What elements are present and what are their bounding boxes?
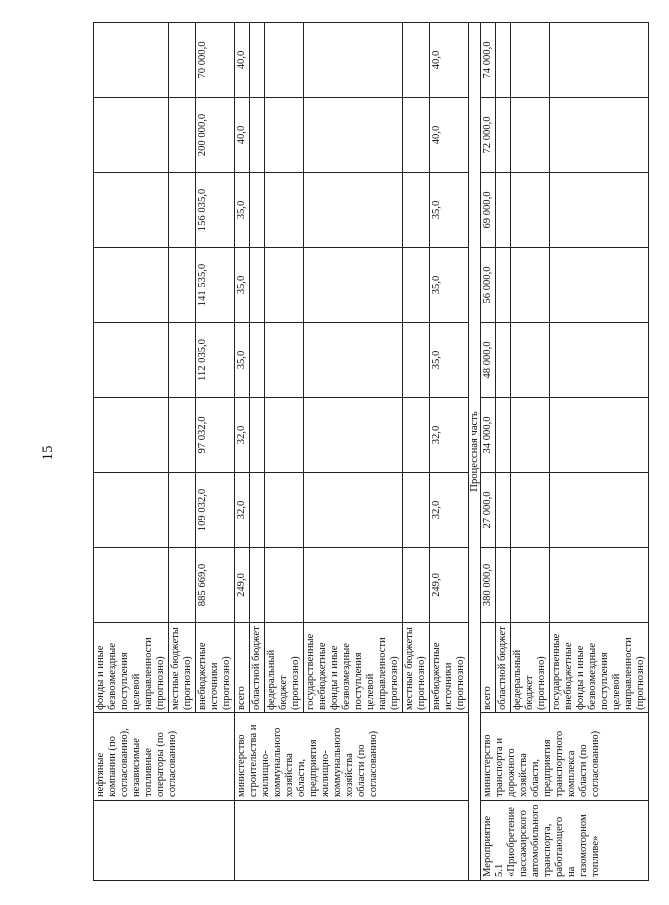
value-cell: [403, 23, 430, 98]
value-cell: [304, 173, 403, 248]
value-cell: [265, 398, 304, 473]
value-cell: [169, 248, 196, 323]
rotated-table-container: [93, 23, 669, 881]
value-cell: [94, 323, 169, 398]
funding-source-cell: внебюджетные источники (прогнозно): [430, 623, 469, 713]
value-cell: [403, 548, 430, 623]
value-cell: [250, 173, 265, 248]
value-cell: [496, 398, 511, 473]
value-cell: 35,0: [430, 173, 469, 248]
value-cell: [550, 248, 649, 323]
value-cell: [304, 248, 403, 323]
value-cell: [94, 98, 169, 173]
value-cell: [265, 248, 304, 323]
funding-source-cell: местные бюджеты (прогнозно): [169, 623, 196, 713]
value-cell: [304, 323, 403, 398]
value-cell: 40,0: [235, 98, 250, 173]
value-cell: [550, 323, 649, 398]
event-cell: [235, 801, 469, 881]
value-cell: [169, 398, 196, 473]
funding-source-cell: фонды и иные безвозмездные поступления целевой направленности (прогнозно): [94, 623, 169, 713]
value-cell: [304, 23, 403, 98]
value-cell: [250, 398, 265, 473]
value-cell: 56 000,0: [481, 248, 496, 323]
value-cell: [169, 323, 196, 398]
value-cell: 32,0: [430, 473, 469, 548]
value-cell: [265, 173, 304, 248]
value-cell: [403, 173, 430, 248]
funding-source-cell: государственные внебюджетные фонды и иные безвозмездные поступления целевой направленности (прогнозно): [304, 623, 403, 713]
value-cell: [250, 98, 265, 173]
table-row: [235, 23, 250, 881]
funding-source-cell: всего: [481, 623, 496, 713]
value-cell: [250, 23, 265, 98]
value-cell: [304, 398, 403, 473]
table-body: [94, 23, 649, 881]
value-cell: [511, 473, 550, 548]
value-cell: 109 032,0: [196, 473, 235, 548]
value-cell: 69 000,0: [481, 173, 496, 248]
value-cell: [403, 248, 430, 323]
value-cell: [94, 23, 169, 98]
value-cell: [511, 98, 550, 173]
value-cell: [403, 98, 430, 173]
value-cell: [250, 248, 265, 323]
value-cell: [496, 323, 511, 398]
value-cell: [94, 173, 169, 248]
table-row: [94, 23, 169, 881]
value-cell: [511, 23, 550, 98]
value-cell: 32,0: [235, 473, 250, 548]
value-cell: 40,0: [430, 98, 469, 173]
value-cell: [250, 548, 265, 623]
value-cell: 34 000,0: [481, 398, 496, 473]
value-cell: 40,0: [235, 23, 250, 98]
value-cell: 97 032,0: [196, 398, 235, 473]
funding-source-cell: федеральный бюджет (прогнозно): [265, 623, 304, 713]
funding-source-cell: федеральный бюджет (прогнозно): [511, 623, 550, 713]
value-cell: 141 535,0: [196, 248, 235, 323]
value-cell: [550, 173, 649, 248]
value-cell: [550, 23, 649, 98]
value-cell: 40,0: [430, 23, 469, 98]
value-cell: [265, 548, 304, 623]
value-cell: 380 000,0: [481, 548, 496, 623]
value-cell: [304, 98, 403, 173]
value-cell: [265, 98, 304, 173]
value-cell: [265, 473, 304, 548]
executor-cell: министерство транспорта и дорожного хозяйства области, предприятия транспортного комплекса области (по согласованию): [481, 713, 649, 801]
value-cell: [496, 173, 511, 248]
value-cell: 74 000,0: [481, 23, 496, 98]
funding-source-cell: государственные внебюджетные фонды и иные безвозмездные поступления целевой направленности (прогнозно): [550, 623, 649, 713]
value-cell: [511, 173, 550, 248]
value-cell: 27 000,0: [481, 473, 496, 548]
funding-source-cell: внебюджетные источники (прогнозно): [196, 623, 235, 713]
value-cell: [496, 248, 511, 323]
value-cell: [265, 323, 304, 398]
value-cell: [265, 23, 304, 98]
event-cell: [94, 801, 235, 881]
value-cell: [304, 473, 403, 548]
part-title: Процессная часть: [469, 23, 481, 881]
value-cell: [169, 473, 196, 548]
value-cell: 35,0: [430, 248, 469, 323]
value-cell: [169, 548, 196, 623]
value-cell: 35,0: [430, 323, 469, 398]
value-cell: 32,0: [430, 398, 469, 473]
funding-source-cell: местные бюджеты (прогнозно): [403, 623, 430, 713]
value-cell: [94, 248, 169, 323]
value-cell: 200 000,0: [196, 98, 235, 173]
page-number: 15: [40, 445, 56, 461]
value-cell: [94, 473, 169, 548]
value-cell: [94, 548, 169, 623]
table-row: [481, 23, 496, 881]
value-cell: 32,0: [235, 398, 250, 473]
value-cell: 35,0: [235, 173, 250, 248]
event-cell: Мероприятие 5.1 «Приобретение пассажирского автомобильного транспорта, работающего на газомоторном топливе»: [481, 801, 649, 881]
value-cell: [94, 398, 169, 473]
value-cell: 35,0: [235, 323, 250, 398]
part-title-row: [469, 23, 481, 881]
value-cell: 249,0: [235, 548, 250, 623]
value-cell: 70 000,0: [196, 23, 235, 98]
value-cell: [169, 98, 196, 173]
executor-cell: нефтяные компании (по согласованию), независимые топливные операторы (по согласованию): [94, 713, 235, 801]
value-cell: [403, 473, 430, 548]
value-cell: [169, 23, 196, 98]
value-cell: [496, 473, 511, 548]
value-cell: [511, 248, 550, 323]
budget-table: [93, 22, 649, 881]
value-cell: [496, 98, 511, 173]
funding-source-cell: областной бюджет: [496, 623, 511, 713]
value-cell: [511, 398, 550, 473]
value-cell: [550, 98, 649, 173]
value-cell: 72 000,0: [481, 98, 496, 173]
value-cell: 885 669,0: [196, 548, 235, 623]
value-cell: 156 035,0: [196, 173, 235, 248]
value-cell: [550, 473, 649, 548]
value-cell: 112 035,0: [196, 323, 235, 398]
funding-source-cell: всего: [235, 623, 250, 713]
value-cell: [169, 173, 196, 248]
value-cell: [403, 398, 430, 473]
value-cell: [496, 548, 511, 623]
value-cell: [511, 548, 550, 623]
value-cell: 48 000,0: [481, 323, 496, 398]
executor-cell: министерство строительства и жилищно-коммунального хозяйства области, предприятия жилищно-коммунального хозяйства области (по согласованию): [235, 713, 469, 801]
value-cell: [550, 548, 649, 623]
value-cell: 249,0: [430, 548, 469, 623]
value-cell: [250, 323, 265, 398]
value-cell: [304, 548, 403, 623]
value-cell: [250, 473, 265, 548]
value-cell: [403, 323, 430, 398]
value-cell: [550, 398, 649, 473]
funding-source-cell: областной бюджет: [250, 623, 265, 713]
value-cell: [496, 23, 511, 98]
value-cell: 35,0: [235, 248, 250, 323]
value-cell: [511, 323, 550, 398]
